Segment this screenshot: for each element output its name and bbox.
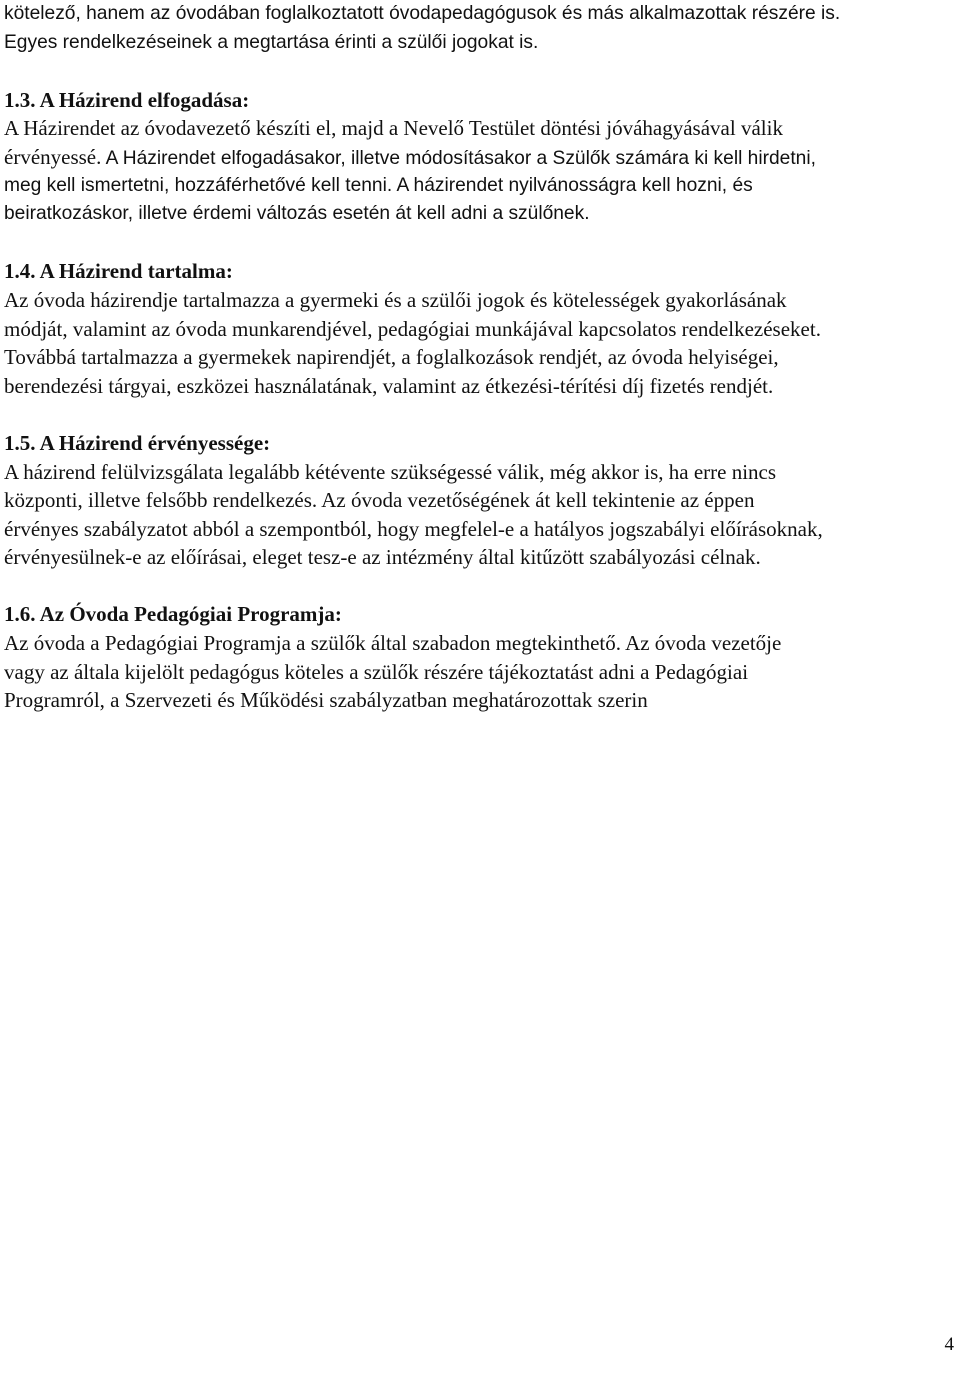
text-line: Programról, a Szervezeti és Működési szabályzatban meghatározottak szerin <box>4 688 648 713</box>
section-heading: 1.6. Az Óvoda Pedagógiai Programja: <box>4 602 342 627</box>
text-line: központi, illetve felsőbb rendelkezés. Az óvoda vezetőségének át kell tekintenie az éppen <box>4 488 755 513</box>
text-line: Egyes rendelkezéseinek a megtartása érinti a szülői jogokat is. <box>4 31 539 53</box>
text-line <box>4 143 956 172</box>
page-number: 4 <box>944 1334 954 1355</box>
section-1-5 <box>4 429 956 572</box>
text-line: Az óvoda házirendje tartalmazza a gyermeki és a szülői jogok és kötelességek gyakorlásának <box>4 287 787 312</box>
text-line: A házirend felülvizsgálata legalább kétévente szükségessé válik, még akkor is, ha erre nincs <box>4 459 777 484</box>
text-fragment: A Házirendet elfogadásakor, illetve módosításakor a Szülők számára ki kell hirdetni, <box>101 147 816 169</box>
text-line: módját, valamint az óvoda munkarendjével, pedagógiai munkájával kapcsolatos rendelkezéseket. <box>4 316 821 341</box>
text-line: berendezési tárgyai, eszközei használatának, valamint az étkezési-térítési díj fizetés rendjét. <box>4 373 774 398</box>
section-1-3 <box>4 86 956 229</box>
text-line <box>4 172 956 201</box>
text-fragment: érvényessé. <box>4 144 102 169</box>
text-line: vagy az általa kijelölt pedagógus köteles a szülők részére tájékoztatást adni a Pedagógiai <box>4 659 749 684</box>
text-line: beiratkozáskor, illetve érdemi változás esetén át kell adni a szülőnek. <box>4 203 590 225</box>
text-line: A Házirendet az óvodavezető készíti el, majd a Nevelő Testület döntési jóváhagyásával válik <box>4 116 783 141</box>
document-page <box>4 0 956 715</box>
text-line: kötelező, hanem az óvodában foglalkoztatott óvodapedagógusok és más alkalmazottak részére is. <box>4 3 841 24</box>
intro-paragraph <box>4 0 956 57</box>
section-1-6 <box>4 600 956 714</box>
section-1-4 <box>4 257 956 400</box>
text-line: érvényes szabályzatot abból a szempontból, hogy megfelel-e a hatályos jogszabályi előírásoknak, <box>4 516 823 541</box>
section-heading: 1.4. A Házirend tartalma: <box>4 259 233 284</box>
section-heading: 1.3. A Házirend elfogadása: <box>4 87 250 112</box>
text-line: érvényesülnek-e az előírásai, eleget tesz-e az intézmény által kitűzött szabályozási célnak. <box>4 545 761 570</box>
text-line: Az óvoda a Pedagógiai Programja a szülők által szabadon megtekinthető. Az óvoda vezetője <box>4 631 782 656</box>
text-fragment: A házirendet nyilvánosságra kell hozni, és <box>392 174 753 196</box>
text-fragment: meg kell ismertetni, hozzáférhetővé kell tenni. <box>4 174 393 196</box>
text-line: Továbbá tartalmazza a gyermekek napirendjét, a foglalkozások rendjét, az óvoda helyiségei, <box>4 345 779 370</box>
section-heading: 1.5. A Házirend érvényessége: <box>4 430 271 455</box>
